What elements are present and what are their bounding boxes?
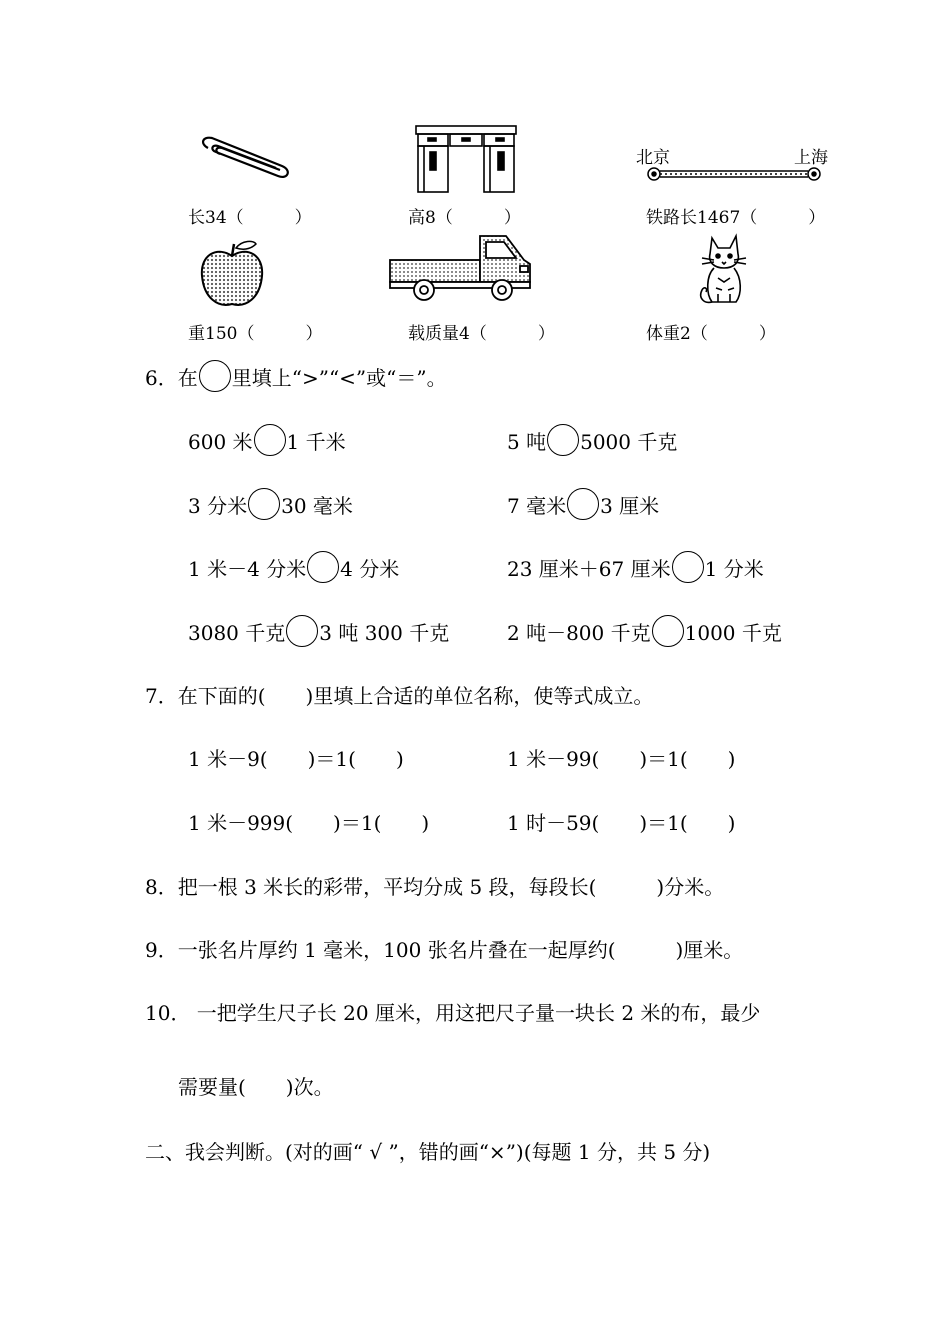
- compare-circle-3[interactable]: [248, 488, 280, 520]
- q10-line1: 10． 一把学生尺子长 20 厘米，用这把尺子量一块长 2 米的布，最少: [145, 1001, 761, 1025]
- q7-item-3[interactable]: 1 米－999( )＝1( ): [188, 811, 430, 835]
- q6-item-8: [507, 615, 782, 647]
- q6-item-1-right: 1 千米: [286, 430, 346, 454]
- q10-line2: 需要量( )次。: [178, 1075, 334, 1099]
- q9-text: 9．一张名片厚约 1 毫米，100 张名片叠在一起厚约( )厘米。: [145, 938, 744, 962]
- compare-circle-6[interactable]: [672, 551, 704, 583]
- q6-item-3: [188, 488, 353, 520]
- compare-circle-8[interactable]: [652, 615, 684, 647]
- desk-caption: 高8（ ）: [408, 208, 521, 228]
- q6-item-4-left: 7 毫米: [507, 494, 567, 518]
- compare-circle-5[interactable]: [307, 551, 339, 583]
- q6-item-5-left: 1 米－4 分米: [188, 557, 307, 581]
- q6-item-2: [507, 424, 677, 456]
- q6-item-1-left: 600 米: [188, 430, 253, 454]
- q6-item-3-left: 3 分米: [188, 494, 248, 518]
- q8-text: 8．把一根 3 米长的彩带，平均分成 5 段，每段长( )分米。: [145, 875, 725, 899]
- q6-item-5: [188, 551, 399, 583]
- q6-item-7-right: 3 吨 300 千克: [319, 621, 450, 645]
- q6-prompt-a: 在: [177, 366, 198, 390]
- railway-line-icon: [646, 166, 822, 182]
- q6-number: 6．: [145, 366, 178, 390]
- q6-prompt: [145, 360, 447, 392]
- q6-item-5-right: 4 分米: [340, 557, 400, 581]
- compare-circle-7[interactable]: [286, 615, 318, 647]
- q6-item-2-right: 5000 千克: [580, 430, 678, 454]
- answer-circle-icon: [199, 360, 231, 392]
- q7-item-2[interactable]: 1 米－99( )＝1( ): [507, 747, 736, 771]
- compare-circle-2[interactable]: [547, 424, 579, 456]
- q6-item-4: [507, 488, 659, 520]
- q6-prompt-b: 里填上“>”“<”或“＝”。: [231, 366, 447, 390]
- q6-item-6-right: 1 分米: [704, 557, 764, 581]
- truck-icon: [386, 230, 534, 304]
- q7-prompt: 7．在下面的( )里填上合适的单位名称，使等式成立。: [145, 684, 654, 708]
- section2-heading: 二、我会判断。(对的画“ √ ”，错的画“×”)(每题 1 分，共 5 分): [145, 1140, 711, 1164]
- desk-icon: [414, 124, 518, 196]
- q6-item-2-left: 5 吨: [507, 430, 547, 454]
- q7-item-4[interactable]: 1 时－59( )＝1( ): [507, 811, 736, 835]
- paperclip-caption: 长34（ ）: [188, 208, 312, 228]
- compare-circle-4[interactable]: [567, 488, 599, 520]
- q6-item-7-left: 3080 千克: [188, 621, 286, 645]
- q6-item-1: [188, 424, 346, 456]
- q7-item-1[interactable]: 1 米－9( )＝1( ): [188, 747, 404, 771]
- q6-item-6-left: 23 厘米＋67 厘米: [507, 557, 671, 581]
- cat-icon: [694, 232, 758, 308]
- q6-item-6: [507, 551, 764, 583]
- q6-item-3-right: 30 毫米: [281, 494, 353, 518]
- truck-caption: 载质量4（ ）: [408, 324, 555, 344]
- q6-item-7: [188, 615, 449, 647]
- q6-item-4-right: 3 厘米: [600, 494, 660, 518]
- paperclip-icon: [198, 134, 294, 182]
- railway-caption: 铁路长1467（ ）: [646, 208, 826, 228]
- railway-to-label: 上海: [794, 148, 828, 168]
- cat-caption: 体重2（ ）: [646, 324, 776, 344]
- apple-icon: [198, 238, 266, 310]
- compare-circle-1[interactable]: [254, 424, 286, 456]
- q6-item-8-left: 2 吨－800 千克: [507, 621, 651, 645]
- apple-caption: 重150（ ）: [188, 324, 323, 344]
- railway-from-label: 北京: [636, 148, 670, 168]
- q6-item-8-right: 1000 千克: [684, 621, 782, 645]
